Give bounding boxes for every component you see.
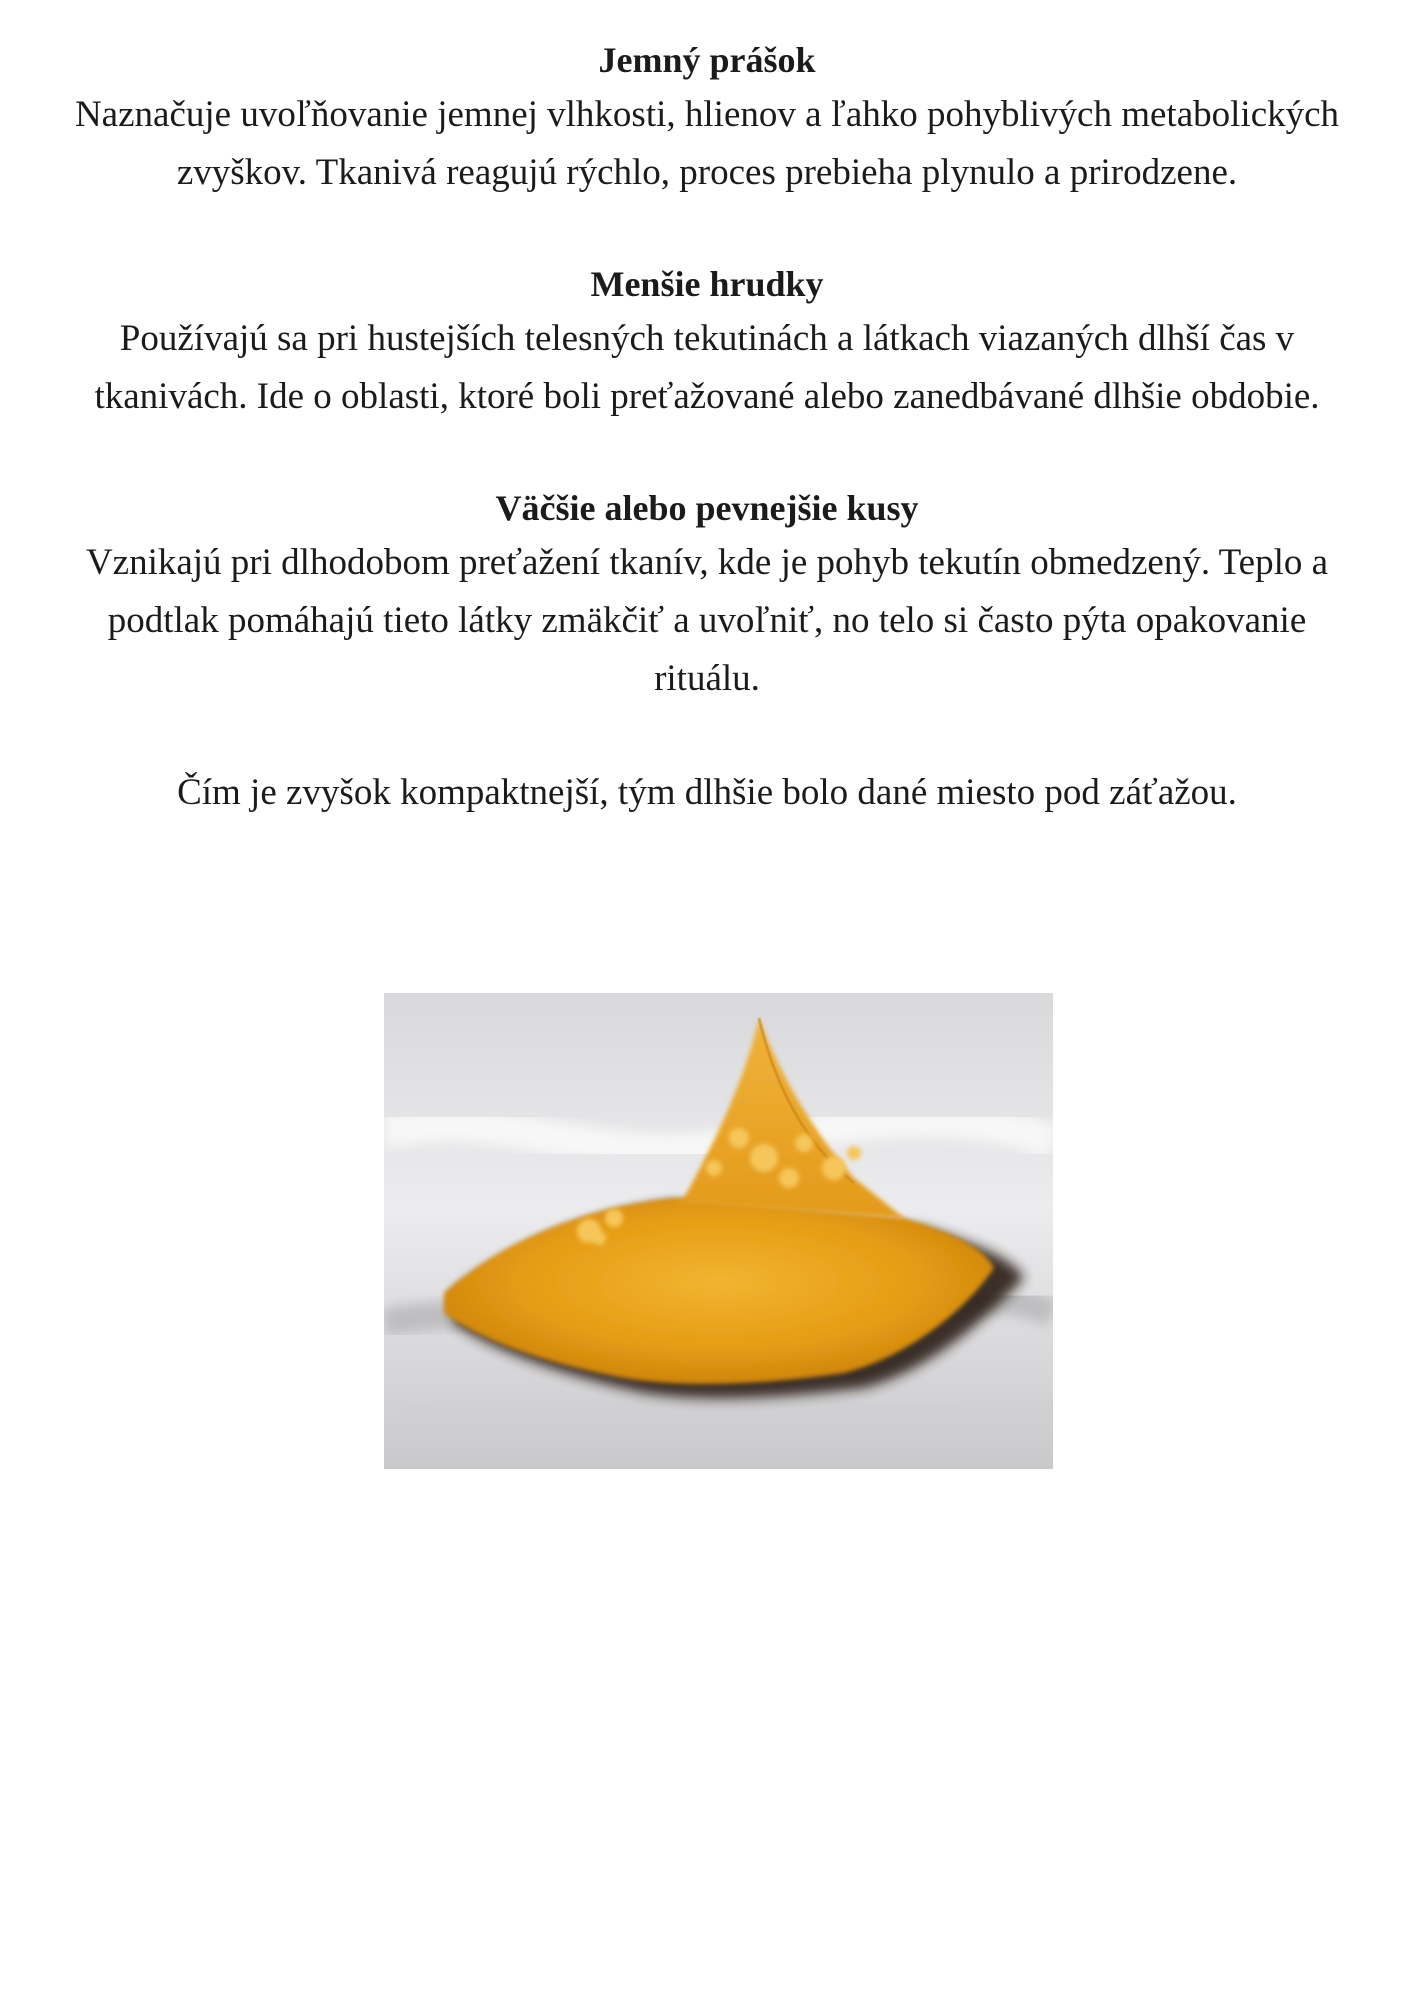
- section-heading: Jemný prášok: [598, 40, 816, 80]
- closing-sentence: Čím je zvyšok kompaktnejší, tým dlhšie bolo dané miesto pod záťažou.: [177, 772, 1237, 813]
- section-heading: Menšie hrudky: [590, 264, 824, 304]
- burnt-cone-residue-photo-icon: [384, 993, 1053, 1469]
- section-fine-powder: [60, 34, 1354, 202]
- section-small-lumps: [60, 258, 1354, 426]
- section-paragraph: Naznačuje uvoľňovanie jemnej vlhkosti, hlienov a ľahko pohyblivých metabolických zvyškov. Tkanivá reagujú rýchlo, proces prebieha plynulo a prirodzene.: [74, 94, 1340, 193]
- section-heading: Väčšie alebo pevnejšie kusy: [495, 488, 919, 528]
- section-large-pieces: [60, 482, 1354, 708]
- document-content: [60, 34, 1354, 822]
- residue-photo: [384, 993, 1053, 1469]
- section-paragraph: Používajú sa pri hustejších telesných tekutinách a látkach viazaných dlhší čas v tkanivách. Ide o oblasti, ktoré boli preťažované alebo zanedbávané dlhšie obdobie.: [94, 318, 1320, 417]
- section-paragraph: Vznikajú pri dlhodobom preťažení tkanív, kde je pohyb tekutín obmedzený. Teplo a podtlak pomáhajú tieto látky zmäkčiť a uvoľniť, no telo si často pýta opakovanie rituálu.: [85, 542, 1329, 699]
